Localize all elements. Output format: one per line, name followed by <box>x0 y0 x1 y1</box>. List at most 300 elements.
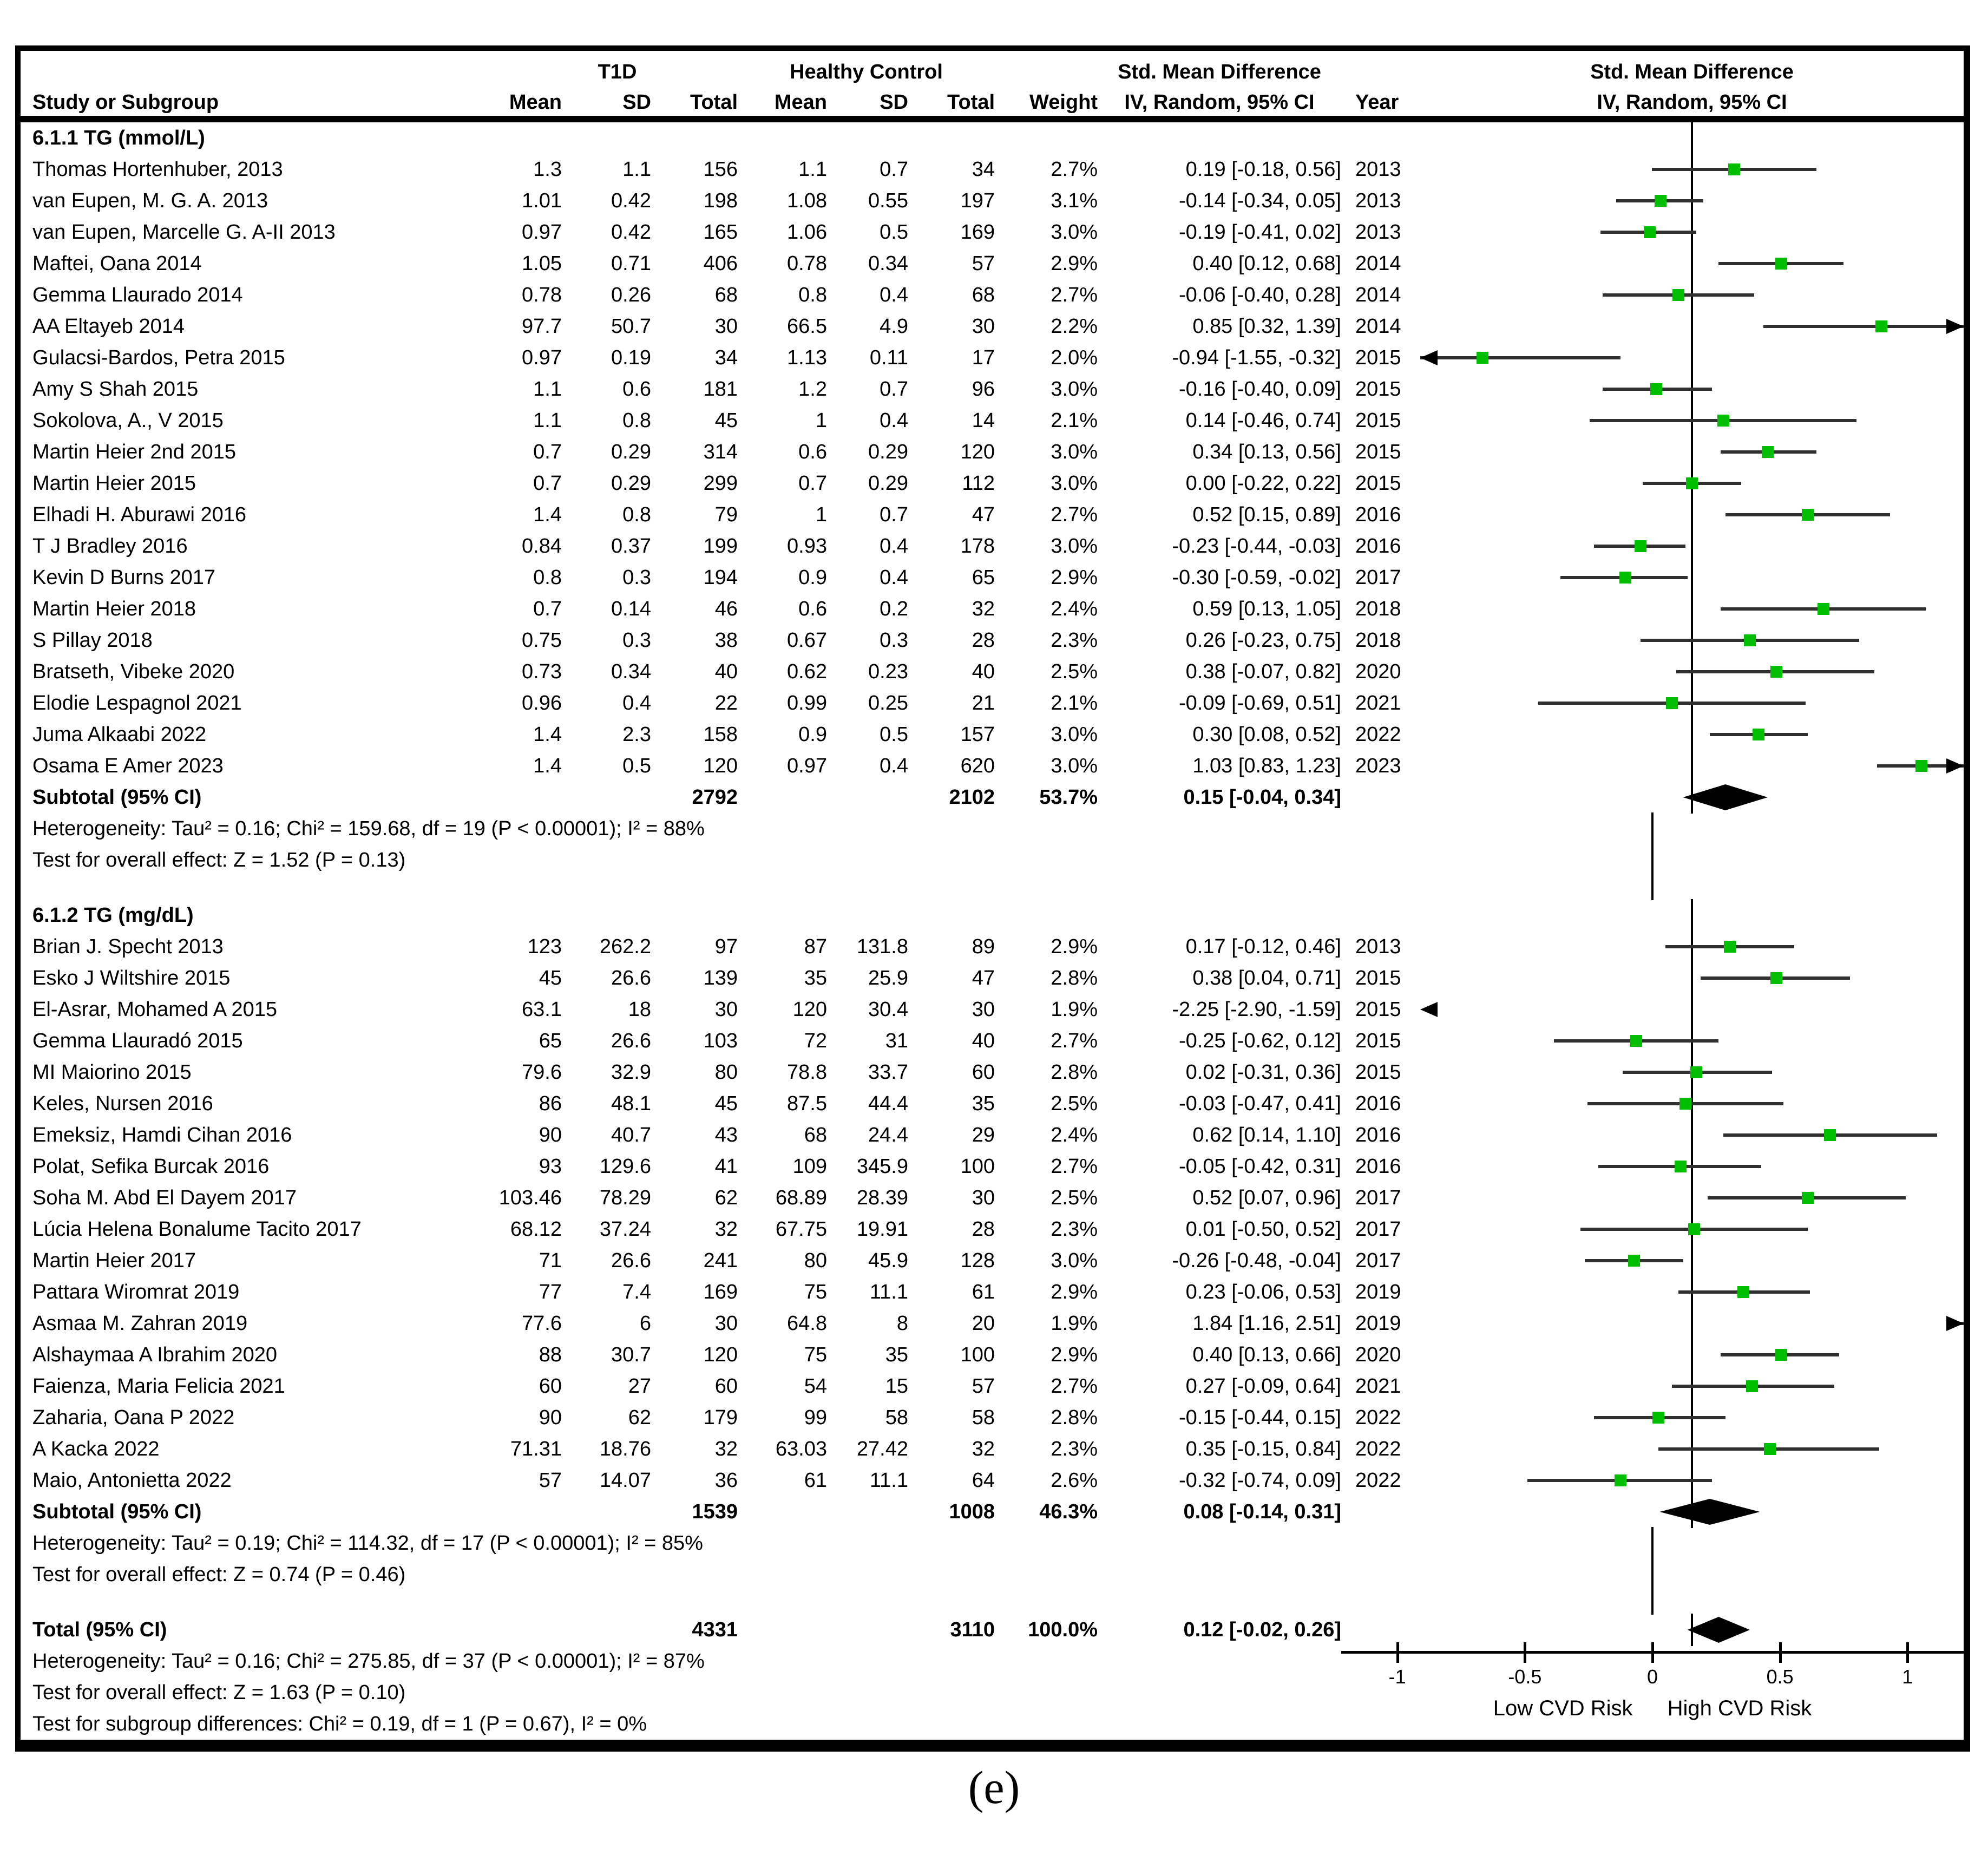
cell-sd-hc: 45.9 <box>868 1249 908 1272</box>
cell-year: 2015 <box>1355 472 1401 495</box>
cell-year: 2015 <box>1355 967 1401 989</box>
cell-sd-t1d: 262.2 <box>599 935 651 958</box>
plot-cell <box>1420 719 1964 750</box>
header-smd-plot: Std. Mean Difference <box>1590 61 1794 83</box>
zero-line <box>1691 1339 1693 1371</box>
cell-year: 2013 <box>1355 221 1401 244</box>
effect-marker <box>1717 415 1729 427</box>
effect-marker <box>1675 1161 1687 1172</box>
cell-mean-t1d: 0.78 <box>522 284 562 306</box>
note-row <box>21 1708 1964 1740</box>
cell-sd-t1d: 0.4 <box>622 692 651 715</box>
cell-year: 2015 <box>1355 441 1401 463</box>
cell-mean-t1d: 0.84 <box>522 535 562 558</box>
cell-mean-hc: 54 <box>804 1375 827 1398</box>
cell-sd-hc: 31 <box>885 1030 908 1052</box>
plot-cell <box>1420 1371 1964 1402</box>
cell-sd-hc: 0.5 <box>880 221 908 244</box>
cell-total-t1d: 30 <box>714 998 738 1021</box>
cell-year: 2014 <box>1355 252 1401 275</box>
cell-mean-hc: 1.08 <box>787 189 827 212</box>
cell-year: 2018 <box>1355 598 1401 620</box>
cell-total-hc: 3110 <box>950 1618 995 1641</box>
cell-sd-hc: 0.25 <box>868 692 908 715</box>
cell-sd-hc: 0.4 <box>880 566 908 589</box>
table-body <box>21 122 1964 1740</box>
effect-marker <box>1628 1255 1640 1267</box>
spacer-row <box>21 1590 1964 1614</box>
pooled-effect-diamond <box>1659 1499 1760 1525</box>
note-row <box>21 1528 1964 1559</box>
study-row <box>21 962 1964 994</box>
cell-total-hc: 1008 <box>949 1500 995 1523</box>
cell-year: 2013 <box>1355 189 1401 212</box>
plot-cell <box>1420 931 1964 962</box>
cell-study-name: Lúcia Helena Bonalume Tacito 2017 <box>32 1218 362 1241</box>
study-row <box>21 1465 1964 1496</box>
effect-marker <box>1688 1223 1700 1235</box>
header-group-row <box>21 54 1964 82</box>
plot-cell <box>1420 1088 1964 1119</box>
study-row <box>21 1276 1964 1308</box>
cell-sd-t1d: 78.29 <box>599 1187 651 1209</box>
cell-sd-t1d: 0.26 <box>611 284 651 306</box>
cell-total-t1d: 60 <box>714 1375 738 1398</box>
cell-sd-hc: 25.9 <box>868 967 908 989</box>
cell-total-hc: 32 <box>972 598 995 620</box>
subgroup-heading-label: 6.1.2 TG (mg/dL) <box>32 904 194 927</box>
study-row <box>21 1088 1964 1119</box>
cell-sd-t1d: 0.8 <box>622 409 651 432</box>
plot-cell <box>1341 813 1964 844</box>
cell-total-hc: 60 <box>972 1061 995 1084</box>
cell-smd-ci: 0.34 [0.13, 0.56] <box>1192 441 1341 463</box>
cell-weight: 3.0% <box>1051 378 1098 401</box>
plot-cell <box>1420 593 1964 625</box>
cell-mean-hc: 109 <box>792 1155 827 1178</box>
cell-mean-t1d: 1.4 <box>533 755 562 777</box>
cell-study-name: Martin Heier 2nd 2015 <box>32 441 236 463</box>
cell-mean-hc: 61 <box>804 1469 827 1492</box>
cell-total-t1d: 406 <box>703 252 738 275</box>
note-row <box>21 1677 1964 1708</box>
cell-weight: 2.5% <box>1051 1187 1098 1209</box>
cell-total-t1d: 299 <box>703 472 738 495</box>
cell-weight: 2.7% <box>1051 1375 1098 1398</box>
cell-mean-t1d: 0.7 <box>533 598 562 620</box>
cell-smd-ci: 0.38 [-0.07, 0.82] <box>1185 660 1341 683</box>
cell-mean-hc: 67.75 <box>775 1218 827 1241</box>
plot-cell <box>1420 1308 1964 1339</box>
cell-sd-hc: 11.1 <box>869 1469 908 1492</box>
cell-sd-hc: 131.8 <box>856 935 908 958</box>
cell-study-name: AA Eltayeb 2014 <box>32 315 185 338</box>
total-overall-effect-note: Test for overall effect: Z = 1.63 (P = 0.10) <box>32 1681 406 1704</box>
effect-marker <box>1666 697 1678 709</box>
cell-sd-t1d: 26.6 <box>611 967 651 989</box>
effect-marker <box>1775 258 1787 270</box>
cell-mean-t1d: 57 <box>539 1469 562 1492</box>
heterogeneity-note: Heterogeneity: Tau² = 0.19; Chi² = 114.32, df = 17 (P < 0.00001); I² = 85% <box>32 1532 703 1555</box>
study-row <box>21 656 1964 687</box>
cell-smd-ci: 0.14 [-0.46, 0.74] <box>1185 409 1341 432</box>
cell-mean-t1d: 65 <box>539 1030 562 1052</box>
study-row <box>21 1402 1964 1433</box>
cell-study-name: Maio, Antonietta 2022 <box>32 1469 232 1492</box>
cell-year: 2015 <box>1355 378 1401 401</box>
zero-line <box>1651 1590 1654 1615</box>
cell-study-name: Emeksiz, Hamdi Cihan 2016 <box>32 1124 292 1146</box>
cell-year: 2015 <box>1355 409 1401 432</box>
cell-smd-ci: 0.01 [-0.50, 0.52] <box>1185 1218 1341 1241</box>
spacer-row <box>21 876 1964 900</box>
cell-year: 2016 <box>1355 1092 1401 1115</box>
cell-total-hc: 14 <box>972 409 995 432</box>
cell-smd-ci: -0.25 [-0.62, 0.12] <box>1179 1030 1341 1052</box>
study-row <box>21 562 1964 593</box>
cell-total-hc: 197 <box>960 189 995 212</box>
effect-marker <box>1744 634 1756 646</box>
cell-sd-t1d: 62 <box>628 1406 651 1429</box>
cell-weight: 3.0% <box>1051 755 1098 777</box>
cell-sd-hc: 0.29 <box>868 441 908 463</box>
cell-sd-hc: 0.4 <box>880 284 908 306</box>
study-row <box>21 185 1964 217</box>
cell-total-hc: 2102 <box>949 786 995 809</box>
header-total-hc: Total <box>947 91 995 114</box>
plot-cell <box>1420 122 1964 154</box>
cell-mean-t1d: 1.01 <box>522 189 562 212</box>
cell-mean-t1d: 86 <box>539 1092 562 1115</box>
cell-study-name: van Eupen, M. G. A. 2013 <box>32 189 268 212</box>
cell-total-t1d: 4331 <box>692 1618 738 1641</box>
cell-total-hc: 620 <box>960 755 995 777</box>
cell-sd-hc: 0.34 <box>868 252 908 275</box>
subgroup-heading-row <box>21 122 1964 154</box>
cell-study-name: van Eupen, Marcelle G. A-II 2013 <box>32 221 336 244</box>
cell-study-name: Pattara Wiromrat 2019 <box>32 1281 240 1303</box>
cell-mean-hc: 87.5 <box>787 1092 827 1115</box>
cell-mean-t1d: 1.1 <box>533 409 562 432</box>
cell-study-name: Asmaa M. Zahran 2019 <box>32 1312 248 1335</box>
study-row <box>21 468 1964 499</box>
header-method-left: IV, Random, 95% CI <box>1124 91 1315 114</box>
effect-marker <box>1644 226 1656 238</box>
zero-line <box>1691 310 1693 343</box>
cell-mean-t1d: 1.05 <box>522 252 562 275</box>
effect-marker <box>1818 603 1829 615</box>
plot-cell <box>1420 154 1964 185</box>
plot-cell <box>1420 499 1964 530</box>
cell-total-hc: 17 <box>972 346 995 369</box>
cell-sd-hc: 11.1 <box>869 1281 908 1303</box>
study-row <box>21 1025 1964 1057</box>
cell-sd-t1d: 0.19 <box>611 346 651 369</box>
cell-mean-hc: 68 <box>804 1124 827 1146</box>
cell-total-t1d: 30 <box>714 1312 738 1335</box>
total-heterogeneity-note: Heterogeneity: Tau² = 0.16; Chi² = 275.85, df = 37 (P < 0.00001); I² = 87% <box>32 1650 705 1673</box>
cell-total-t1d: 32 <box>714 1218 738 1241</box>
cell-study-name: Thomas Hortenhuber, 2013 <box>32 158 283 181</box>
cell-smd-ci: -0.14 [-0.34, 0.05] <box>1179 189 1341 212</box>
cell-total-t1d: 156 <box>703 158 738 181</box>
cell-sd-hc: 27.42 <box>856 1438 908 1460</box>
ci-clipped-right-arrow-icon <box>1946 758 1964 774</box>
plot-cell <box>1341 1590 1964 1614</box>
study-row <box>21 994 1964 1025</box>
cell-year: 2015 <box>1355 1030 1401 1052</box>
cell-mean-t1d: 0.7 <box>533 441 562 463</box>
cell-total-hc: 40 <box>972 1030 995 1052</box>
cell-total-hc: 68 <box>972 284 995 306</box>
cell-weight: 2.0% <box>1051 346 1098 369</box>
cell-sd-hc: 0.3 <box>880 629 908 652</box>
plot-cell <box>1341 876 1964 900</box>
study-row <box>21 1151 1964 1182</box>
cell-sd-hc: 0.55 <box>868 189 908 212</box>
x-axis-tick-label: 0 <box>1646 1666 1658 1688</box>
cell-total-t1d: 181 <box>703 378 738 401</box>
cell-year: 2013 <box>1355 158 1401 181</box>
cell-mean-t1d: 90 <box>539 1406 562 1429</box>
cell-mean-t1d: 79.6 <box>522 1061 562 1084</box>
study-row <box>21 311 1964 342</box>
cell-mean-t1d: 45 <box>539 967 562 989</box>
cell-year: 2017 <box>1355 566 1401 589</box>
plot-cell <box>1420 1119 1964 1151</box>
cell-sd-t1d: 26.6 <box>611 1249 651 1272</box>
x-axis-tick-label: 1 <box>1902 1666 1913 1688</box>
study-row <box>21 1119 1964 1151</box>
header-smd-left: Std. Mean Difference <box>1118 61 1321 83</box>
cell-mean-t1d: 71 <box>539 1249 562 1272</box>
cell-study-name: Esko J Wiltshire 2015 <box>32 967 231 989</box>
cell-sd-t1d: 1.1 <box>622 158 651 181</box>
cell-sd-hc: 33.7 <box>868 1061 908 1084</box>
x-axis-tick-label: 0.5 <box>1766 1666 1794 1688</box>
zero-line <box>1691 1307 1693 1340</box>
cell-weight: 100.0% <box>1028 1618 1098 1641</box>
cell-mean-hc: 0.9 <box>798 566 827 589</box>
cell-mean-hc: 0.7 <box>798 472 827 495</box>
header-method-plot: IV, Random, 95% CI <box>1597 91 1787 114</box>
cell-weight: 2.4% <box>1051 598 1098 620</box>
cell-total-t1d: 68 <box>714 284 738 306</box>
cell-mean-hc: 0.6 <box>798 441 827 463</box>
cell-weight: 1.9% <box>1051 1312 1098 1335</box>
cell-sd-t1d: 0.42 <box>611 189 651 212</box>
cell-smd-ci: 0.17 [-0.12, 0.46] <box>1185 935 1341 958</box>
x-axis-tick <box>1651 1642 1654 1663</box>
total-row <box>21 1614 1964 1646</box>
cell-weight: 2.8% <box>1051 1406 1098 1429</box>
cell-sd-t1d: 0.6 <box>622 378 651 401</box>
note-row <box>21 1559 1964 1590</box>
cell-total-hc: 61 <box>972 1281 995 1303</box>
cell-study-name: Polat, Sefika Burcak 2016 <box>32 1155 270 1178</box>
cell-mean-hc: 75 <box>804 1281 827 1303</box>
cell-mean-hc: 0.99 <box>787 692 827 715</box>
cell-smd-ci: 0.38 [0.04, 0.71] <box>1192 967 1341 989</box>
effect-marker <box>1802 1192 1814 1204</box>
confidence-interval-line <box>1763 325 1964 328</box>
cell-smd-ci: -0.23 [-0.44, -0.03] <box>1172 535 1341 558</box>
cell-sd-t1d: 14.07 <box>599 1469 651 1492</box>
cell-weight: 2.7% <box>1051 1030 1098 1052</box>
cell-mean-hc: 75 <box>804 1343 827 1366</box>
cell-mean-t1d: 0.75 <box>522 629 562 652</box>
zero-line <box>1691 436 1693 468</box>
cell-weight: 2.8% <box>1051 967 1098 989</box>
cell-sd-hc: 0.23 <box>868 660 908 683</box>
cell-weight: 2.9% <box>1051 252 1098 275</box>
plot-cell <box>1420 562 1964 593</box>
study-row <box>21 931 1964 962</box>
cell-smd-ci: -0.03 [-0.47, 0.41] <box>1179 1092 1341 1115</box>
cell-smd-ci: 0.59 [0.13, 1.05] <box>1192 598 1341 620</box>
header-column-row <box>21 82 1964 116</box>
cell-smd-ci: 0.15 [-0.04, 0.34] <box>1183 786 1341 809</box>
cell-study-name: Bratseth, Vibeke 2020 <box>32 660 235 683</box>
cell-weight: 2.6% <box>1051 1469 1098 1492</box>
cell-smd-ci: 0.27 [-0.09, 0.64] <box>1185 1375 1341 1398</box>
cell-weight: 53.7% <box>1039 786 1098 809</box>
x-axis-tick <box>1779 1642 1782 1663</box>
cell-sd-t1d: 6 <box>639 1312 651 1335</box>
cell-smd-ci: -0.09 [-0.69, 0.51] <box>1179 692 1341 715</box>
cell-smd-ci: -0.32 [-0.74, 0.09] <box>1179 1469 1341 1492</box>
cell-weight: 2.9% <box>1051 566 1098 589</box>
study-row <box>21 719 1964 750</box>
cell-total-hc: 157 <box>960 723 995 746</box>
cell-sd-t1d: 40.7 <box>611 1124 651 1146</box>
zero-line <box>1691 718 1693 751</box>
cell-mean-hc: 1.06 <box>787 221 827 244</box>
cell-study-name: Gemma Llaurado 2014 <box>32 284 243 306</box>
study-row <box>21 1308 1964 1339</box>
cell-mean-hc: 80 <box>804 1249 827 1272</box>
cell-weight: 2.2% <box>1051 315 1098 338</box>
cell-mean-hc: 1.13 <box>787 346 827 369</box>
effect-marker <box>1762 446 1774 458</box>
cell-mean-hc: 0.62 <box>787 660 827 683</box>
effect-marker <box>1630 1035 1642 1047</box>
cell-year: 2015 <box>1355 1061 1401 1084</box>
cell-weight: 46.3% <box>1039 1500 1098 1523</box>
subtotal-row <box>21 1496 1964 1528</box>
cell-total-t1d: 103 <box>703 1030 738 1052</box>
subtotal-label: Subtotal (95% CI) <box>32 786 202 809</box>
cell-mean-hc: 0.67 <box>787 629 827 652</box>
cell-mean-t1d: 0.8 <box>533 566 562 589</box>
cell-mean-t1d: 93 <box>539 1155 562 1178</box>
ci-clipped-left-arrow-icon <box>1420 1002 1438 1017</box>
cell-weight: 2.7% <box>1051 284 1098 306</box>
cell-mean-t1d: 123 <box>527 935 562 958</box>
cell-study-name: Gemma Llauradó 2015 <box>32 1030 243 1052</box>
cell-weight: 2.9% <box>1051 1281 1098 1303</box>
study-row <box>21 1371 1964 1402</box>
cell-total-t1d: 97 <box>714 935 738 958</box>
cell-mean-hc: 1.1 <box>798 158 827 181</box>
cell-smd-ci: 0.52 [0.15, 0.89] <box>1192 503 1341 526</box>
cell-weight: 3.1% <box>1051 189 1098 212</box>
cell-mean-t1d: 1.1 <box>533 378 562 401</box>
study-row <box>21 342 1964 373</box>
cell-mean-t1d: 1.4 <box>533 503 562 526</box>
cell-smd-ci: -0.19 [-0.41, 0.02] <box>1179 221 1341 244</box>
plot-cell <box>1420 1214 1964 1245</box>
cell-smd-ci: 0.62 [0.14, 1.10] <box>1192 1124 1341 1146</box>
effect-marker <box>1690 1066 1702 1078</box>
cell-weight: 2.3% <box>1051 1218 1098 1241</box>
cell-year: 2018 <box>1355 629 1401 652</box>
cell-mean-t1d: 60 <box>539 1375 562 1398</box>
figure-caption: (e) <box>968 1761 1020 1813</box>
cell-total-t1d: 41 <box>714 1155 738 1178</box>
cell-year: 2016 <box>1355 1124 1401 1146</box>
cell-total-t1d: 40 <box>714 660 738 683</box>
cell-mean-t1d: 68.12 <box>510 1218 562 1241</box>
cell-study-name: MI Maiorino 2015 <box>32 1061 192 1084</box>
x-axis-tick <box>1396 1642 1399 1663</box>
effect-marker <box>1775 1349 1787 1361</box>
cell-total-hc: 65 <box>972 566 995 589</box>
cell-sd-hc: 0.4 <box>880 535 908 558</box>
cell-total-hc: 100 <box>960 1155 995 1178</box>
ci-clipped-right-arrow-icon <box>1946 1316 1964 1331</box>
cell-smd-ci: 0.40 [0.12, 0.68] <box>1192 252 1341 275</box>
cell-year: 2022 <box>1355 1406 1401 1429</box>
cell-year: 2014 <box>1355 284 1401 306</box>
cell-total-hc: 100 <box>960 1343 995 1366</box>
cell-study-name: Gulacsi-Bardos, Petra 2015 <box>32 346 285 369</box>
zero-line <box>1691 1119 1693 1151</box>
cell-sd-t1d: 7.4 <box>622 1281 651 1303</box>
cell-total-t1d: 38 <box>714 629 738 652</box>
cell-total-hc: 47 <box>972 967 995 989</box>
plot-cell <box>1420 1496 1964 1528</box>
cell-smd-ci: 0.40 [0.13, 0.66] <box>1192 1343 1341 1366</box>
cell-mean-hc: 66.5 <box>787 315 827 338</box>
zero-line <box>1651 844 1654 876</box>
cell-total-hc: 32 <box>972 1438 995 1460</box>
cell-study-name: Brian J. Specht 2013 <box>32 935 224 958</box>
plot-cell <box>1420 217 1964 248</box>
cell-mean-hc: 72 <box>804 1030 827 1052</box>
cell-total-t1d: 36 <box>714 1469 738 1492</box>
cell-mean-t1d: 97.7 <box>522 315 562 338</box>
cell-total-t1d: 45 <box>714 1092 738 1115</box>
effect-marker <box>1802 509 1814 521</box>
cell-mean-t1d: 77.6 <box>522 1312 562 1335</box>
zero-line <box>1691 530 1693 562</box>
cell-mean-hc: 0.93 <box>787 535 827 558</box>
cell-sd-hc: 58 <box>885 1406 908 1429</box>
plot-cell <box>1420 342 1964 373</box>
effect-marker <box>1770 666 1782 678</box>
high-cvd-risk-label: High CVD Risk <box>1667 1696 1812 1720</box>
cell-total-t1d: 241 <box>703 1249 738 1272</box>
cell-total-hc: 57 <box>972 1375 995 1398</box>
cell-weight: 2.5% <box>1051 1092 1098 1115</box>
plot-cell <box>1420 625 1964 656</box>
cell-smd-ci: 0.19 [-0.18, 0.56] <box>1185 158 1341 181</box>
pooled-effect-diamond <box>1688 1617 1750 1643</box>
cell-total-t1d: 120 <box>703 1343 738 1366</box>
cell-mean-t1d: 0.97 <box>522 346 562 369</box>
study-row <box>21 593 1964 625</box>
